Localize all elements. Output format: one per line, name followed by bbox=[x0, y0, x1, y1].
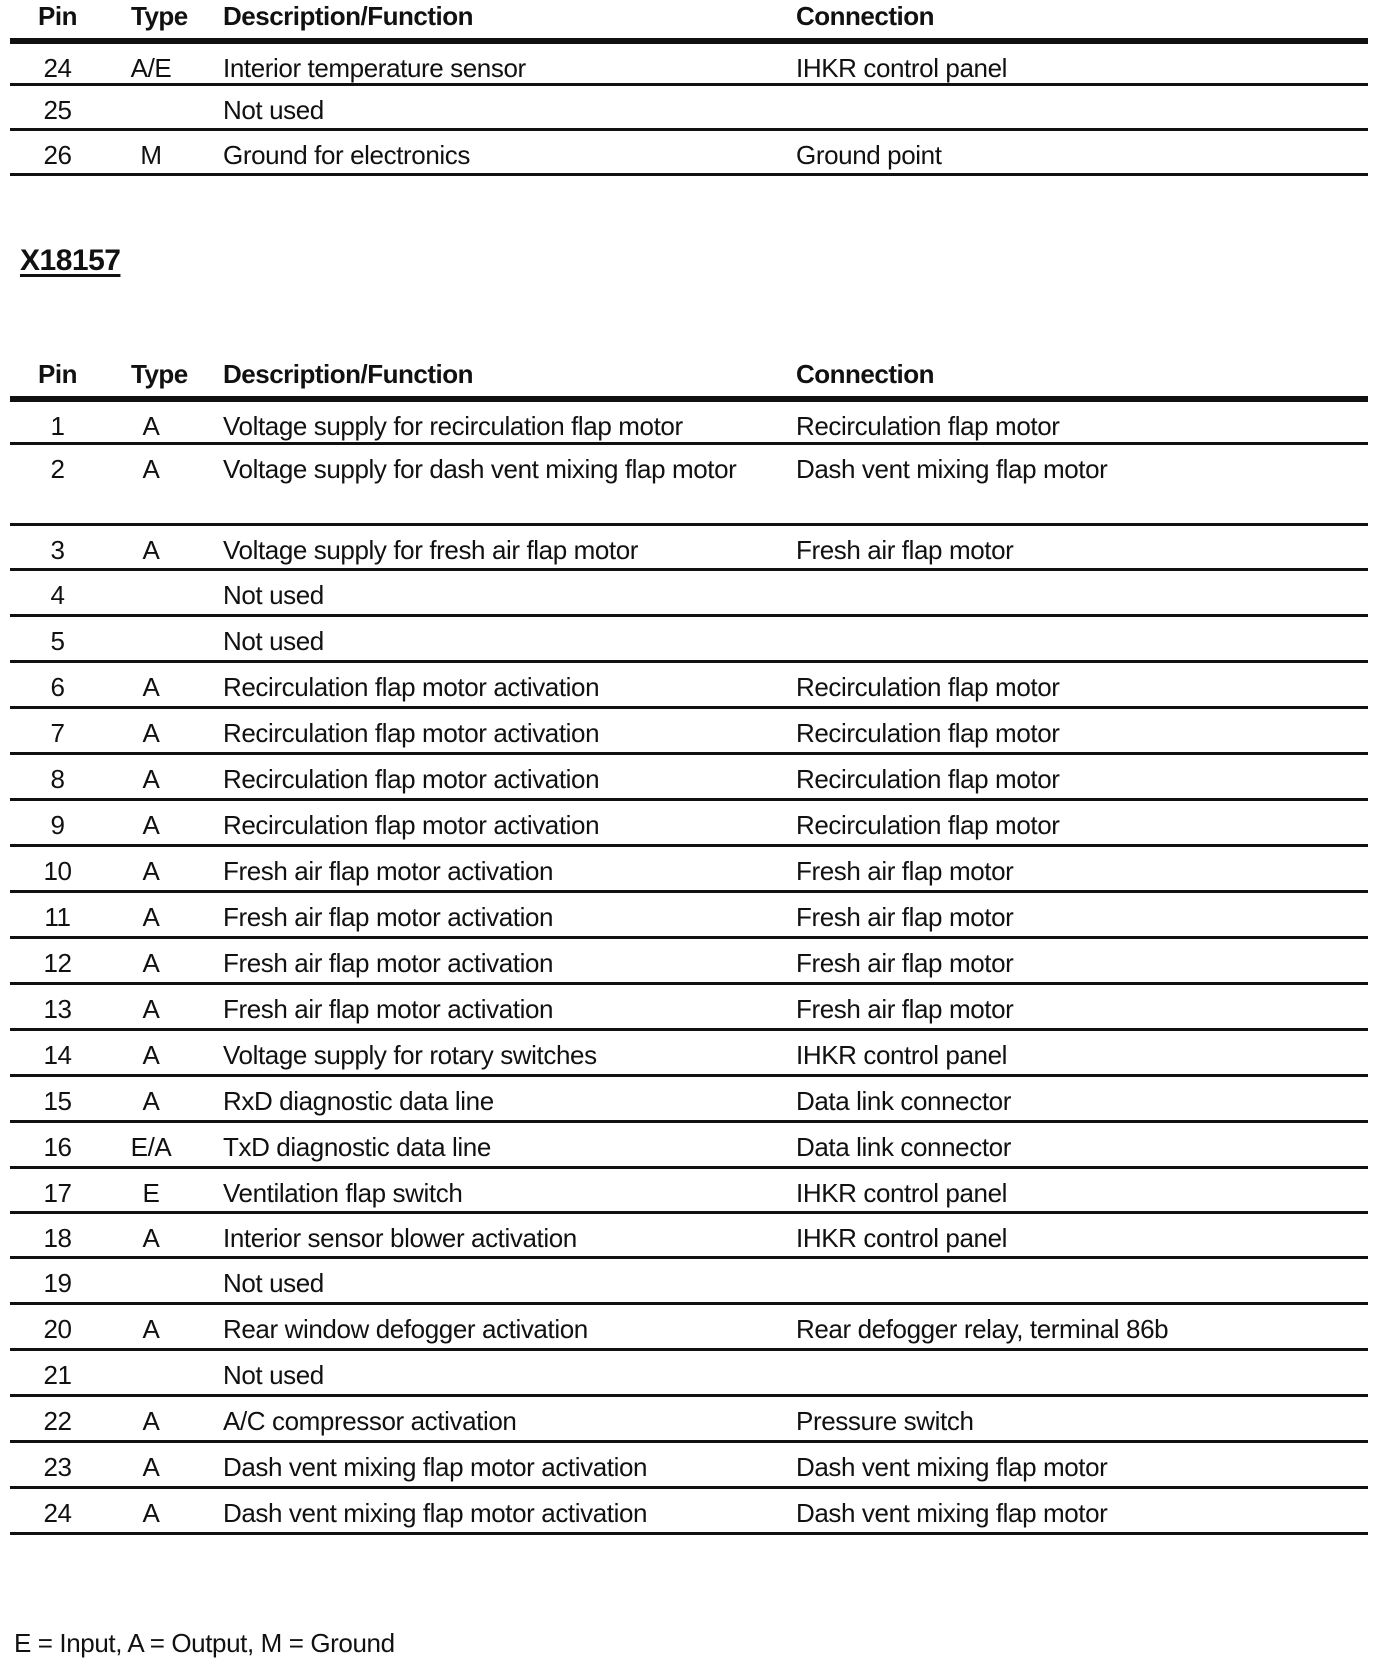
header-type: Type bbox=[131, 359, 188, 389]
table-row bbox=[10, 755, 1368, 801]
pin-table-x18157 bbox=[10, 358, 1368, 1535]
table-header bbox=[10, 0, 1368, 38]
type-cell: M bbox=[140, 140, 162, 170]
connection-cell: Dash vent mixing flap motor bbox=[796, 454, 1108, 484]
pin-cell: 24 bbox=[43, 53, 72, 83]
type-cell: A bbox=[142, 1498, 160, 1528]
type-cell: A bbox=[142, 1314, 160, 1344]
type-cell: A bbox=[142, 718, 160, 748]
type-cell: A bbox=[142, 1452, 160, 1482]
description-cell: Voltage supply for dash vent mixing flap motor bbox=[223, 454, 737, 484]
pin-cell: 25 bbox=[43, 95, 72, 125]
connection-cell: Fresh air flap motor bbox=[796, 535, 1014, 565]
pin-table-continued bbox=[10, 0, 1368, 176]
pin-cell: 5 bbox=[50, 626, 65, 656]
header-pin: Pin bbox=[38, 1, 77, 31]
connection-cell: Ground point bbox=[796, 140, 942, 170]
connection-cell: Pressure switch bbox=[796, 1406, 974, 1436]
table-row bbox=[10, 571, 1368, 617]
pin-cell: 2 bbox=[50, 454, 65, 484]
description-cell: Interior sensor blower activation bbox=[223, 1223, 577, 1253]
pin-cell: 16 bbox=[43, 1132, 72, 1162]
type-cell: A bbox=[142, 810, 160, 840]
type-cell: A bbox=[142, 856, 160, 886]
description-cell: Dash vent mixing flap motor activation bbox=[223, 1498, 648, 1528]
table-header bbox=[10, 358, 1368, 396]
type-cell: E bbox=[142, 1178, 160, 1208]
type-cell: A bbox=[142, 1086, 160, 1116]
connection-cell: Data link connector bbox=[796, 1132, 1011, 1162]
table-row bbox=[10, 1077, 1368, 1123]
header-description: Description/Function bbox=[223, 359, 473, 389]
table-row bbox=[10, 617, 1368, 663]
description-cell: Recirculation flap motor activation bbox=[223, 672, 600, 702]
table-row bbox=[10, 1489, 1368, 1535]
description-cell: Not used bbox=[223, 580, 324, 610]
connection-cell: Recirculation flap motor bbox=[796, 810, 1060, 840]
pin-cell: 9 bbox=[50, 810, 65, 840]
pin-cell: 6 bbox=[50, 672, 65, 702]
description-cell: Fresh air flap motor activation bbox=[223, 902, 554, 932]
pin-cell: 23 bbox=[43, 1452, 72, 1482]
header-pin: Pin bbox=[38, 359, 77, 389]
table-row bbox=[10, 1397, 1368, 1443]
table-body bbox=[10, 402, 1368, 1535]
table-row bbox=[10, 131, 1368, 176]
type-cell: A bbox=[142, 1223, 160, 1253]
pin-cell: 21 bbox=[43, 1360, 72, 1390]
table-row bbox=[10, 847, 1368, 893]
description-cell: Not used bbox=[223, 626, 324, 656]
header-description: Description/Function bbox=[223, 1, 473, 31]
connection-cell: Fresh air flap motor bbox=[796, 902, 1014, 932]
table-row bbox=[10, 1259, 1368, 1305]
table-row bbox=[10, 1305, 1368, 1351]
table-row bbox=[10, 44, 1368, 86]
description-cell: Ventilation flap switch bbox=[223, 1178, 463, 1208]
table-row bbox=[10, 893, 1368, 939]
connection-cell: Fresh air flap motor bbox=[796, 856, 1014, 886]
pin-cell: 19 bbox=[43, 1268, 72, 1298]
connection-cell: Recirculation flap motor bbox=[796, 411, 1060, 441]
type-cell: A bbox=[142, 902, 160, 932]
pin-cell: 3 bbox=[50, 535, 65, 565]
description-cell: Dash vent mixing flap motor activation bbox=[223, 1452, 648, 1482]
connection-cell: Dash vent mixing flap motor bbox=[796, 1452, 1108, 1482]
description-cell: Voltage supply for recirculation flap motor bbox=[223, 411, 683, 441]
description-cell: Recirculation flap motor activation bbox=[223, 718, 600, 748]
pin-cell: 1 bbox=[50, 411, 65, 441]
table-row bbox=[10, 1443, 1368, 1489]
description-cell: Rear window defogger activation bbox=[223, 1314, 588, 1344]
header-connection: Connection bbox=[796, 359, 934, 389]
table-row bbox=[10, 985, 1368, 1031]
description-cell: Fresh air flap motor activation bbox=[223, 856, 554, 886]
table-row bbox=[10, 1031, 1368, 1077]
description-cell: Voltage supply for fresh air flap motor bbox=[223, 535, 639, 565]
pin-cell: 10 bbox=[43, 856, 72, 886]
pin-cell: 4 bbox=[50, 580, 65, 610]
table-row bbox=[10, 402, 1368, 445]
pin-cell: 26 bbox=[43, 140, 72, 170]
connection-cell: IHKR control panel bbox=[796, 1040, 1008, 1070]
connection-cell: Rear defogger relay, terminal 86b bbox=[796, 1314, 1169, 1344]
description-cell: A/C compressor activation bbox=[223, 1406, 517, 1436]
description-cell: Recirculation flap motor activation bbox=[223, 764, 600, 794]
type-cell: A bbox=[142, 672, 160, 702]
header-type: Type bbox=[131, 1, 188, 31]
description-cell: TxD diagnostic data line bbox=[223, 1132, 491, 1162]
description-cell: Interior temperature sensor bbox=[223, 53, 526, 83]
table-row bbox=[10, 445, 1368, 526]
type-cell: A bbox=[142, 454, 160, 484]
pin-cell: 7 bbox=[50, 718, 65, 748]
pin-cell: 15 bbox=[43, 1086, 72, 1116]
header-connection: Connection bbox=[796, 1, 934, 31]
type-cell: A bbox=[142, 1040, 160, 1070]
table-row bbox=[10, 709, 1368, 755]
description-cell: Not used bbox=[223, 1360, 324, 1390]
pin-cell: 8 bbox=[50, 764, 65, 794]
table-row bbox=[10, 1123, 1368, 1169]
pin-cell: 11 bbox=[44, 902, 71, 932]
pin-cell: 24 bbox=[43, 1498, 72, 1528]
table-row bbox=[10, 801, 1368, 847]
connection-cell: IHKR control panel bbox=[796, 53, 1008, 83]
pin-cell: 13 bbox=[43, 994, 72, 1024]
type-cell: A bbox=[142, 1406, 160, 1436]
type-cell: A bbox=[142, 535, 160, 565]
connection-cell: IHKR control panel bbox=[796, 1223, 1008, 1253]
type-cell: A bbox=[142, 764, 160, 794]
description-cell: Recirculation flap motor activation bbox=[223, 810, 600, 840]
connection-cell: Recirculation flap motor bbox=[796, 672, 1060, 702]
pin-cell: 18 bbox=[43, 1223, 72, 1253]
type-cell: A bbox=[142, 411, 160, 441]
connection-cell: Fresh air flap motor bbox=[796, 994, 1014, 1024]
table-row bbox=[10, 86, 1368, 131]
type-legend: E = Input, A = Output, M = Ground bbox=[14, 1628, 395, 1658]
table-row bbox=[10, 1214, 1368, 1259]
connection-cell: Recirculation flap motor bbox=[796, 764, 1060, 794]
pin-cell: 14 bbox=[43, 1040, 72, 1070]
connection-cell: Data link connector bbox=[796, 1086, 1011, 1116]
type-cell: E/A bbox=[130, 1132, 172, 1162]
description-cell: Fresh air flap motor activation bbox=[223, 948, 554, 978]
table-row bbox=[10, 939, 1368, 985]
type-cell: A bbox=[142, 994, 160, 1024]
type-cell: A bbox=[142, 948, 160, 978]
table-row bbox=[10, 663, 1368, 709]
description-cell: Fresh air flap motor activation bbox=[223, 994, 554, 1024]
description-cell: RxD diagnostic data line bbox=[223, 1086, 494, 1116]
connection-cell: Fresh air flap motor bbox=[796, 948, 1014, 978]
description-cell: Not used bbox=[223, 95, 324, 125]
table-row bbox=[10, 1351, 1368, 1397]
pin-cell: 20 bbox=[43, 1314, 72, 1344]
description-cell: Ground for electronics bbox=[223, 140, 470, 170]
table-body bbox=[10, 44, 1368, 176]
pin-cell: 17 bbox=[43, 1178, 72, 1208]
pin-cell: 12 bbox=[43, 948, 72, 978]
table-row bbox=[10, 526, 1368, 571]
description-cell: Voltage supply for rotary switches bbox=[223, 1040, 597, 1070]
connector-title: X18157 bbox=[20, 244, 121, 277]
pin-cell: 22 bbox=[43, 1406, 72, 1436]
connection-cell: IHKR control panel bbox=[796, 1178, 1008, 1208]
table-row bbox=[10, 1169, 1368, 1214]
description-cell: Not used bbox=[223, 1268, 324, 1298]
connection-cell: Dash vent mixing flap motor bbox=[796, 1498, 1108, 1528]
type-cell: A/E bbox=[130, 53, 172, 83]
connection-cell: Recirculation flap motor bbox=[796, 718, 1060, 748]
